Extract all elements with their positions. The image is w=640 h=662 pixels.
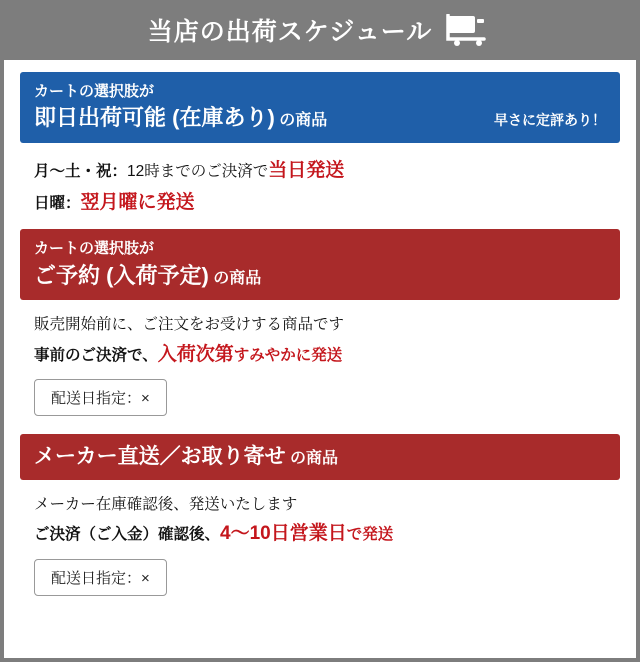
detail-reservation	[20, 300, 620, 426]
delivery-date-tag: 配送日指定：×	[34, 379, 167, 416]
detail-direct-order	[20, 480, 620, 606]
banner-in-stock-title-main: 即日出荷可能 (在庫あり)	[34, 105, 275, 131]
detail-emphasis: 当日発送	[268, 159, 345, 181]
detail-in-stock	[20, 143, 620, 230]
detail-line	[34, 312, 606, 338]
page-title: 当店の出荷スケジュール	[147, 17, 433, 46]
detail-line	[34, 518, 606, 550]
detail-emphasis-tail: すみやかに発送	[233, 346, 343, 364]
banner-in-stock	[20, 72, 620, 143]
detail-line	[34, 492, 606, 518]
detail-mid: メーカー在庫確認後、発送いたします	[34, 495, 298, 513]
detail-line	[34, 187, 606, 219]
detail-lead: 日曜：	[34, 195, 81, 213]
detail-lead: 月～土・祝：	[34, 162, 128, 180]
detail-mid: 販売開始前に、ご注文をお受けする商品です	[34, 316, 345, 334]
detail-emphasis: 入荷次第	[157, 343, 234, 365]
banner-reservation-title-main: ご予約 (入荷予定)	[34, 262, 209, 288]
banner-direct-order-title-main: メーカー直送／お取り寄せ	[34, 445, 286, 469]
content-area	[4, 60, 636, 606]
detail-mid: 12時までのご決済で	[127, 162, 269, 180]
hand-truck-icon	[446, 14, 492, 51]
detail-line	[34, 339, 606, 371]
banner-reservation-sub: カートの選択肢が	[34, 240, 155, 258]
page-header	[4, 4, 636, 60]
banner-direct-order	[20, 434, 620, 480]
detail-lead: ご決済（ご入金）確認後、	[34, 526, 221, 544]
banner-reservation-title	[34, 262, 606, 291]
banner-direct-order-title-suffix: の商品	[285, 450, 339, 468]
detail-emphasis: 翌月曜に発送	[80, 192, 195, 214]
delivery-date-tag: 配送日指定：×	[34, 559, 167, 596]
banner-in-stock-note: 早さに定評あり！	[494, 111, 606, 128]
detail-emphasis-tail: で発送	[346, 526, 394, 544]
detail-emphasis: 4～10日営業日	[220, 523, 347, 545]
banner-reservation-title-suffix: の商品	[208, 269, 262, 287]
detail-line	[34, 155, 606, 187]
detail-lead: 事前のご決済で、	[34, 346, 158, 364]
banner-in-stock-title-suffix: の商品	[274, 112, 328, 130]
banner-in-stock-sub: カートの選択肢が	[34, 83, 155, 100]
banner-direct-order-title	[34, 443, 338, 470]
banner-reservation	[20, 229, 620, 300]
